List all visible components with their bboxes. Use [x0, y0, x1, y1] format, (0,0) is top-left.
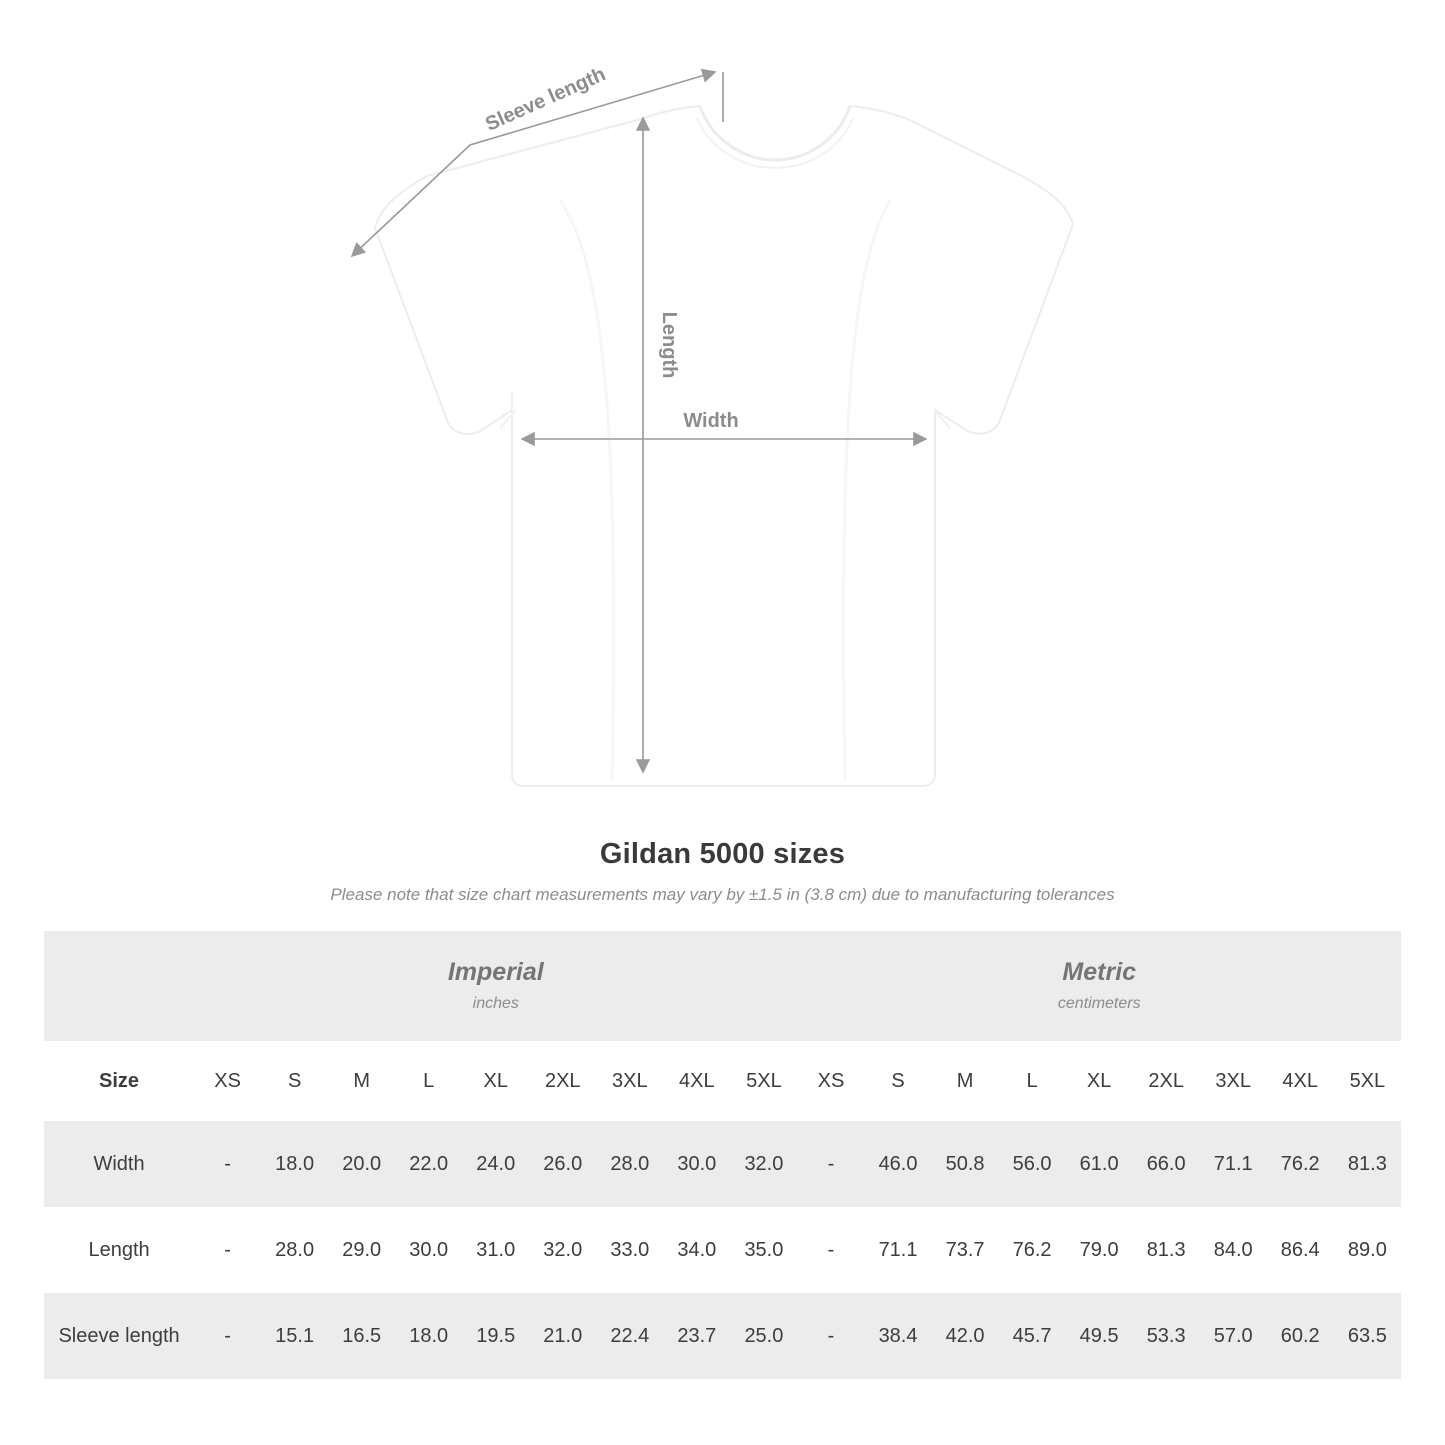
cell-sleeve-imperial-3xl: 22.4: [596, 1293, 663, 1379]
tshirt-shape: [375, 106, 1073, 786]
unit-metric: [797, 931, 1401, 1041]
header-imperial-s: S: [261, 1041, 328, 1121]
header-imperial-xl: XL: [462, 1041, 529, 1121]
cell-sleeve-metric-2xl: 53.3: [1133, 1293, 1200, 1379]
cell-width-metric-3xl: 71.1: [1200, 1121, 1267, 1207]
cell-length-metric-4xl: 86.4: [1267, 1207, 1334, 1293]
cell-sleeve-imperial-2xl: 21.0: [529, 1293, 596, 1379]
cell-length-metric-xs: -: [797, 1207, 864, 1293]
cell-width-metric-m: 50.8: [932, 1121, 999, 1207]
table-row: [44, 1293, 1401, 1379]
cell-width-metric-s: 46.0: [865, 1121, 932, 1207]
row-label-sleeve-length: Sleeve length: [44, 1293, 194, 1379]
chart-title-block: [0, 838, 1445, 905]
cell-width-metric-xs: -: [797, 1121, 864, 1207]
header-imperial-3xl: 3XL: [596, 1041, 663, 1121]
cell-length-metric-xl: 79.0: [1066, 1207, 1133, 1293]
cell-length-metric-3xl: 84.0: [1200, 1207, 1267, 1293]
cell-length-imperial-s: 28.0: [261, 1207, 328, 1293]
header-metric-5xl: 5XL: [1334, 1041, 1401, 1121]
cell-length-metric-l: 76.2: [999, 1207, 1066, 1293]
sleeve-length-label: Sleeve length: [482, 63, 609, 136]
cell-length-metric-s: 71.1: [865, 1207, 932, 1293]
table-row: [44, 1121, 1401, 1207]
length-label: Length: [658, 311, 680, 379]
cell-sleeve-imperial-5xl: 25.0: [730, 1293, 797, 1379]
header-imperial-l: L: [395, 1041, 462, 1121]
unit-row-spacer: [44, 931, 194, 1041]
header-imperial-xs: XS: [194, 1041, 261, 1121]
cell-sleeve-metric-xl: 49.5: [1066, 1293, 1133, 1379]
cell-width-imperial-xs: -: [194, 1121, 261, 1207]
unit-metric-sub: centimeters: [1057, 994, 1141, 1012]
cell-sleeve-imperial-l: 18.0: [395, 1293, 462, 1379]
unit-imperial-name: Imperial: [447, 958, 544, 987]
cell-width-imperial-l: 22.0: [395, 1121, 462, 1207]
cell-width-metric-l: 56.0: [999, 1121, 1066, 1207]
cell-length-imperial-5xl: 35.0: [730, 1207, 797, 1293]
header-imperial-4xl: 4XL: [663, 1041, 730, 1121]
header-metric-4xl: 4XL: [1267, 1041, 1334, 1121]
header-metric-l: L: [999, 1041, 1066, 1121]
cell-sleeve-metric-xs: -: [797, 1293, 864, 1379]
tolerance-note: Please note that size chart measurements may vary by ±1.5 in (3.8 cm) due to manufacturing tolerances: [330, 885, 1115, 904]
cell-sleeve-metric-4xl: 60.2: [1267, 1293, 1334, 1379]
header-metric-2xl: 2XL: [1133, 1041, 1200, 1121]
cell-sleeve-imperial-4xl: 23.7: [663, 1293, 730, 1379]
cell-width-imperial-4xl: 30.0: [663, 1121, 730, 1207]
cell-sleeve-metric-l: 45.7: [999, 1293, 1066, 1379]
row-label-length: Length: [44, 1207, 194, 1293]
size-chart-table: [44, 931, 1401, 1379]
cell-width-metric-4xl: 76.2: [1267, 1121, 1334, 1207]
header-size-label: Size: [44, 1041, 194, 1121]
cell-sleeve-metric-5xl: 63.5: [1334, 1293, 1401, 1379]
cell-width-metric-5xl: 81.3: [1334, 1121, 1401, 1207]
cell-length-imperial-xs: -: [194, 1207, 261, 1293]
header-imperial-5xl: 5XL: [730, 1041, 797, 1121]
cell-length-imperial-4xl: 34.0: [663, 1207, 730, 1293]
header-metric-xs: XS: [797, 1041, 864, 1121]
table-row: [44, 1207, 1401, 1293]
unit-imperial: [194, 931, 797, 1041]
header-imperial-m: M: [328, 1041, 395, 1121]
cell-length-imperial-2xl: 32.0: [529, 1207, 596, 1293]
header-metric-xl: XL: [1066, 1041, 1133, 1121]
cell-length-metric-m: 73.7: [932, 1207, 999, 1293]
cell-sleeve-metric-m: 42.0: [932, 1293, 999, 1379]
cell-width-imperial-xl: 24.0: [462, 1121, 529, 1207]
header-metric-m: M: [932, 1041, 999, 1121]
cell-length-imperial-xl: 31.0: [462, 1207, 529, 1293]
row-label-width: Width: [44, 1121, 194, 1207]
cell-sleeve-metric-3xl: 57.0: [1200, 1293, 1267, 1379]
cell-width-metric-xl: 61.0: [1066, 1121, 1133, 1207]
cell-width-imperial-3xl: 28.0: [596, 1121, 663, 1207]
cell-length-imperial-3xl: 33.0: [596, 1207, 663, 1293]
cell-length-metric-5xl: 89.0: [1334, 1207, 1401, 1293]
unit-imperial-sub: inches: [472, 994, 519, 1012]
cell-width-imperial-s: 18.0: [261, 1121, 328, 1207]
size-table-wrapper: [44, 931, 1401, 1379]
header-metric-s: S: [865, 1041, 932, 1121]
cell-length-imperial-m: 29.0: [328, 1207, 395, 1293]
page-title: Gildan 5000 sizes: [599, 838, 846, 870]
cell-sleeve-imperial-m: 16.5: [328, 1293, 395, 1379]
width-label: Width: [683, 410, 739, 432]
header-metric-3xl: 3XL: [1200, 1041, 1267, 1121]
cell-sleeve-metric-s: 38.4: [865, 1293, 932, 1379]
cell-length-imperial-l: 30.0: [395, 1207, 462, 1293]
cell-width-imperial-5xl: 32.0: [730, 1121, 797, 1207]
unit-metric-name: Metric: [1062, 958, 1137, 987]
cell-sleeve-imperial-xs: -: [194, 1293, 261, 1379]
size-header-row: [44, 1041, 1401, 1121]
cell-width-imperial-m: 20.0: [328, 1121, 395, 1207]
cell-sleeve-imperial-s: 15.1: [261, 1293, 328, 1379]
cell-sleeve-imperial-xl: 19.5: [462, 1293, 529, 1379]
unit-header-row: [44, 931, 1401, 1041]
cell-width-metric-2xl: 66.0: [1133, 1121, 1200, 1207]
header-imperial-2xl: 2XL: [529, 1041, 596, 1121]
cell-length-metric-2xl: 81.3: [1133, 1207, 1200, 1293]
cell-width-imperial-2xl: 26.0: [529, 1121, 596, 1207]
